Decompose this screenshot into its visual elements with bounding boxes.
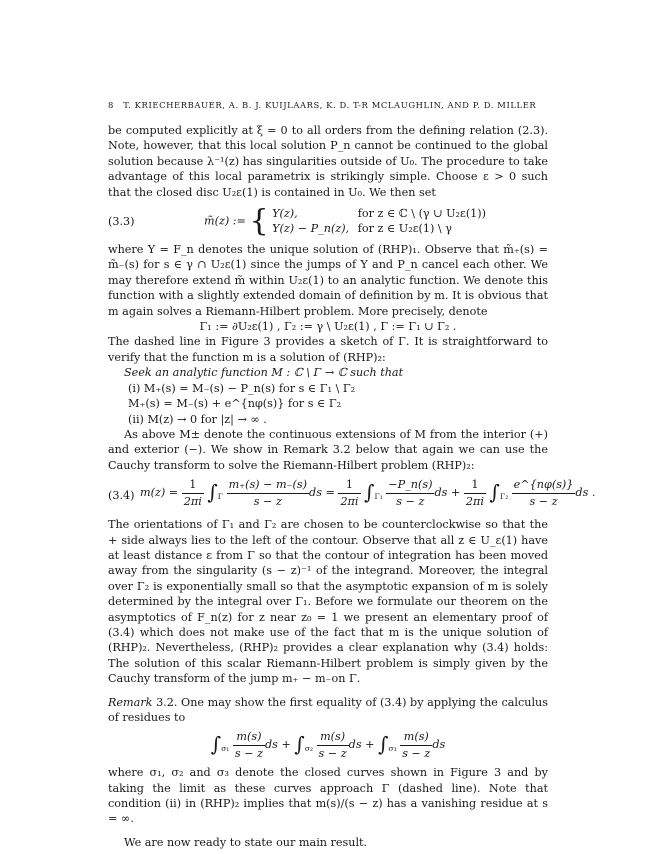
paragraph-5: The orientations of Γ₁ and Γ₂ are chosen to be counterclockwise so that the + side always lies to the left of the contour. Observe that all z ∈ U_ε(1) have at least distance ε from Γ so that the contour of integration has been moved away from the singularity (s − z)⁻¹ of the integrand. Moreover, the integral over Γ₂ is exponentially small so that the asymptotic expansion of m is solely determined by the integral over Γ₁. Before we formulate our theorem on the asymptotics of F_n(z) for z near z₀ = 1 we present an elementary proof of (3.4) which does not make use of the fact that m is the unique solution of (RHP)₂. Nevertheless, (RHP)₂ provides a clear explanation why (3.4) holds: The solution of this scalar Riemann-Hilbert problem is simply given by the Cauchy transform of the jump m₊ − m₋on Γ. — [108, 518, 548, 686]
residue-integrand-3: $\frac{m(s)}{s - z}$ — [402, 730, 431, 760]
gamma-definition: Γ₁ := ∂U₂ε(1) , Γ₂ := γ \ U₂ε(1) , Γ := Γ₁ ∪ Γ₂ . — [199, 320, 457, 334]
equation-label: (3.4) — [108, 489, 135, 503]
fraction-constant-3: $\frac{1}{2\pi i}$ — [465, 478, 484, 508]
integral-sign-sigma-2: ∫ — [294, 732, 305, 757]
running-header — [108, 100, 536, 110]
integral-sign-2: ∫ — [364, 480, 375, 505]
remark-title: Remark — [108, 695, 153, 709]
integrand-2: $\frac{-P\_n(s)}{s - z}$ — [388, 478, 433, 508]
equals-sign: = — [325, 486, 335, 500]
case-2-expression: Y(z) − P_n(z), — [272, 222, 350, 236]
rhp2-intro — [108, 365, 548, 380]
case-2-condition: for z ∈ U₂ε(1) \ γ — [357, 222, 452, 236]
residue-integrand-2: $\frac{m(s)}{s - z}$ — [318, 730, 347, 760]
page-number: 8 — [108, 100, 114, 110]
paragraph-4: As above M± denote the continuous extensions of M from the interior (+) and exterior (−). We show in Remark 3.2 below that again we can use the Cauchy transform to solve the Riemann-Hilbert problem (RHP)₂: — [108, 427, 548, 472]
integral-1-contour: Γ — [217, 492, 223, 502]
integral-2-contour: Γ₁ — [374, 492, 383, 502]
rhp2-condition-1a: (i) M₊(s) = M₋(s) − P_n(s) for s ∈ Γ₁ \ Γ₂ — [128, 381, 356, 395]
author-list: T. KRIECHERBAUER, A. B. J. KUIJLAARS, K. D. T-R MCLAUGHLIN, AND P. D. MILLER — [123, 100, 537, 110]
equation-3-3 — [108, 203, 548, 239]
plus-sign-2: + — [365, 738, 375, 752]
contour-sigma-3: σ₃ — [388, 744, 397, 754]
residue-equation — [108, 729, 548, 761]
cases-block — [272, 206, 486, 237]
integral-3-contour: Γ₂ — [499, 492, 509, 502]
paragraph-1: be computed explicitly at ξ = 0 to all orders from the defining relation (2.3). Note, however, that this local solution P_n cannot be continued to the global solution because λ⁻¹(z) has singularities outside of U₀. The procedure to take advantage of this local parametrix is strikingly simple. Choose ε > 0 such that the closed disc U₂ε(1) is contained in U₀. We then set — [108, 124, 548, 199]
integral-sign-sigma-1: ∫ — [210, 732, 222, 757]
integral-sign-1: ∫ — [207, 480, 218, 505]
equation-lhs: m(z) = — [140, 486, 179, 500]
equation-3-4 — [108, 477, 596, 513]
remark-text: One may show the first equality of (3.4) by applying the calculus of residues to — [108, 695, 548, 724]
case-1-condition: for z ∈ ℂ \ (γ ∪ U₂ε(1)) — [357, 207, 487, 221]
plus-sign-1: + — [281, 738, 291, 752]
contour-sigma-2: σ₂ — [304, 744, 313, 754]
case-1 — [272, 206, 486, 221]
rhp2-intro-text: Seek an analytic function M : ℂ \ Γ → ℂ such that — [124, 366, 404, 380]
rhp2-conditions — [128, 381, 548, 427]
case-2 — [272, 221, 486, 236]
rhp2-condition-1b: M₊(s) = M₋(s) + e^{nφ(s)} for s ∈ Γ₂ — [128, 397, 342, 411]
left-brace: { — [249, 203, 269, 239]
contour-sigma-1: σ₁ — [221, 744, 230, 754]
residue-integrand-1: $\frac{m(s)}{s - z}$ — [234, 730, 264, 760]
plus-sign: + — [450, 486, 461, 500]
paragraph-7: We are now ready to state our main result. — [124, 835, 368, 849]
residue-differential-1: ds — [265, 738, 278, 752]
fraction-constant-1: $\frac{1}{2\pi i}$ — [183, 478, 202, 508]
integrand-1: $\frac{m_+(s) - m_-(s)}{s - z}$ — [228, 478, 308, 508]
residue-differential-3: ds — [432, 738, 446, 752]
differential-2: ds — [434, 486, 448, 500]
residue-differential-2: ds — [348, 738, 362, 752]
differential-3: ds . — [575, 486, 596, 500]
differential-1: ds — [309, 486, 322, 500]
paragraph-2: where Y = F_n denotes the unique solution of (RHP)₁. Observe that m̃₊(s) = m̃₋(s) for s ∈ γ ∩ U₂ε(1) since the jumps of Y and P_n cancel each other. We may therefore extend m̃ within U₂ε(1) to an analytic function. We denote this function with a slightly extended domain of definition by m. It is obvious that m again solves a Riemann-Hilbert problem. More precisely, denote — [108, 243, 548, 318]
equation-lhs: m̃(z) := — [204, 214, 246, 228]
integrand-3: $\frac{e\^{}\{n\varphi(s)\}}{s - z}$ — [513, 478, 574, 508]
remark-number: 3.2. — [156, 695, 178, 709]
case-1-expression: Y(z), — [272, 207, 298, 221]
integral-sign-3: ∫ — [489, 480, 500, 505]
fraction-constant-2: $\frac{1}{2\pi i}$ — [340, 478, 359, 508]
remark-3-2 — [108, 695, 548, 726]
main-text — [108, 123, 596, 850]
integral-sign-sigma-3: ∫ — [378, 732, 389, 757]
rhp2-condition-2: (ii) M(z) → 0 for |z| → ∞ . — [128, 412, 267, 426]
paragraph-3: The dashed line in Figure 3 provides a sketch of Γ. It is straightforward to verify that the function m is a solution of (RHP)₂: — [108, 335, 548, 364]
equation-label: (3.3) — [108, 215, 135, 229]
paragraph-6: where σ₁, σ₂ and σ₃ denote the closed curves shown in Figure 3 and by taking the limit as these curves approach Γ (dashed line). Note that condition (ii) in (RHP)₂ implies that m(s)/(s − z) has a vanishing residue at s = ∞. — [108, 766, 548, 826]
